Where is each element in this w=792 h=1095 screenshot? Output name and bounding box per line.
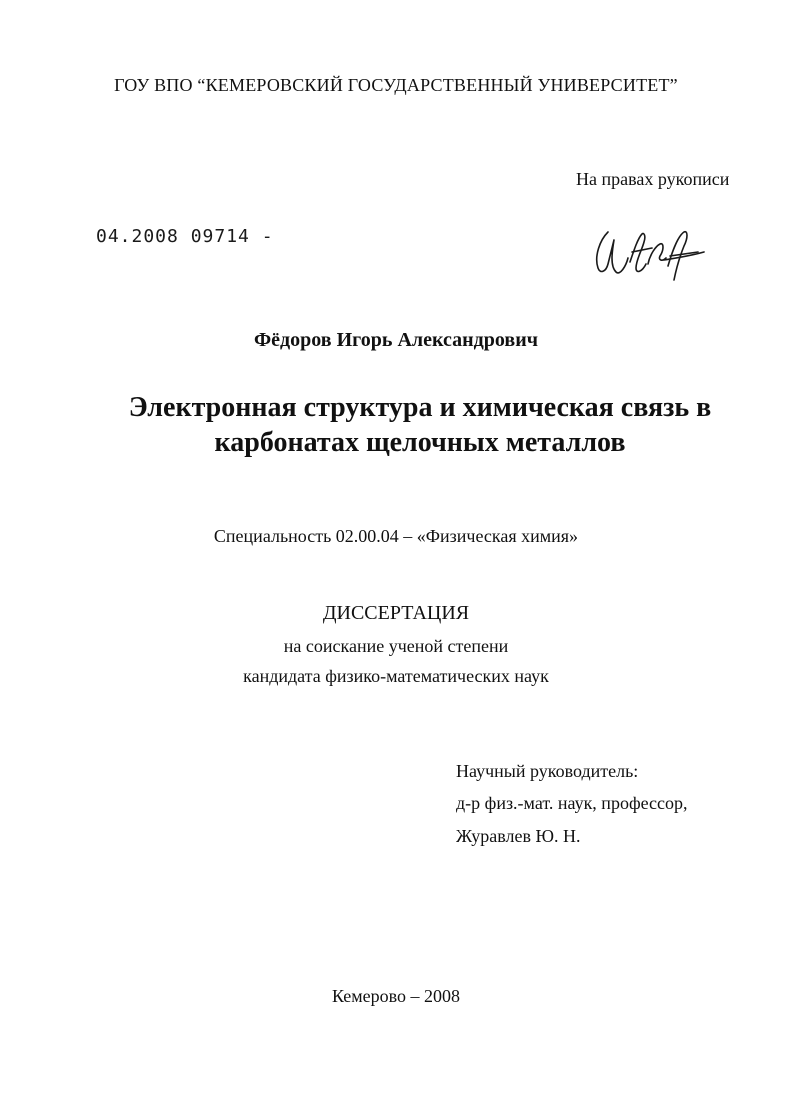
specialty: Специальность 02.00.04 – «Физическая химия» bbox=[213, 526, 579, 546]
institution-name: ГОУ ВПО “КЕМЕРОВСКИЙ ГОСУДАРСТВЕННЫЙ УНИВЕРСИТЕТ” bbox=[114, 75, 678, 95]
degree-line-2: кандидата физико-математических наук bbox=[243, 666, 549, 686]
rights-notice: На правах рукописи bbox=[576, 169, 730, 189]
supervisor-degree: д-р физ.-мат. наук, профессор, bbox=[456, 793, 688, 813]
author-name: Фёдоров Игорь Александрович bbox=[254, 329, 538, 351]
thesis-title-line-1: Электронная структура и химическая связь в bbox=[128, 392, 712, 423]
signature-image bbox=[586, 222, 712, 282]
city-year: Кемерово – 2008 bbox=[331, 986, 461, 1006]
supervisor-name: Журавлев Ю. Н. bbox=[456, 826, 581, 846]
supervisor-role: Научный руководитель: bbox=[456, 761, 639, 781]
archive-number: 04.2008 09714 - bbox=[96, 226, 274, 247]
document-type: ДИССЕРТАЦИЯ bbox=[322, 602, 470, 624]
degree-line-1: на соискание ученой степени bbox=[283, 636, 509, 656]
thesis-title-line-2: карбонатах щелочных металлов bbox=[214, 427, 626, 458]
